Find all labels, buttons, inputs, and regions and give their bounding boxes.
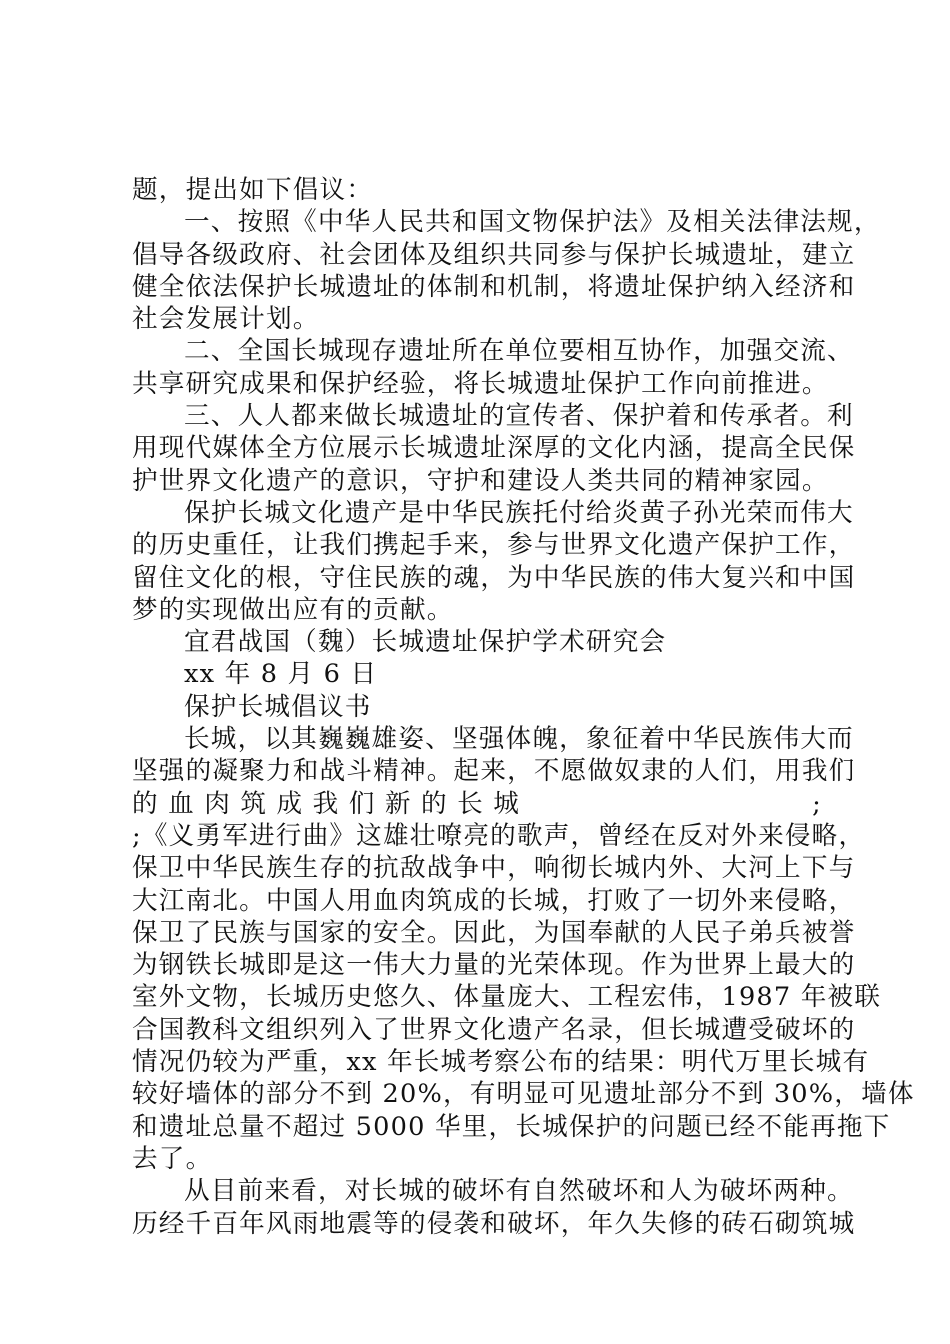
text-line: 留住文化的根，守住民族的魂，为中华民族的伟大复兴和中国 [132, 562, 856, 593]
text-line: 倡导各级政府、社会团体及组织共同参与保护长城遗址，建立 [132, 239, 856, 270]
text-line: 合国教科文组织列入了世界文化遗产名录，但长城遭受破坏的 [132, 1014, 856, 1045]
text-line: 题，提出如下倡议： [132, 175, 374, 205]
text-line: 一、按照《中华人民共和国文物保护法》及相关法律法规， [184, 207, 881, 238]
text-line: 保护长城倡议书 [184, 691, 372, 722]
text-line: 社会发展计划。 [132, 304, 320, 335]
spread-line-left: 的 血 肉 筑 成 我 们 新 的 长 城 [132, 788, 521, 819]
text-line: 室外文物，长城历史悠久、体量庞大、工程宏伟，1987 年被联 [132, 982, 882, 1013]
text-line: 坚强的凝聚力和战斗精神。起来，不愿做奴隶的人们，用我们 [132, 756, 856, 787]
text-line: 用现代媒体全方位展示长城遗址深厚的文化内涵，提高全民保 [132, 433, 856, 464]
text-line: 较好墙体的部分不到 20%，有明显可见遗址部分不到 30%，墙体 [132, 1079, 915, 1110]
text-line: 二、全国长城现存遗址所在单位要相互协作，加强交流、 [184, 336, 854, 367]
text-line [132, 788, 822, 820]
text-line: 和遗址总量不超过 5000 华里，长城保护的问题已经不能再拖下 [132, 1111, 891, 1142]
text-line: 三、人人都来做长城遗址的宣传者、保护着和传承者。利 [184, 401, 854, 432]
text-line: 情况仍较为严重，xx 年长城考察公布的结果：明代万里长城有 [132, 1047, 870, 1078]
document-body [132, 174, 915, 1240]
text-line: 保护长城文化遗产是中华民族托付给炎黄子孙光荣而伟大 [184, 497, 854, 528]
text-line: 为钢铁长城即是这一伟大力量的光荣体现。作为世界上最大的 [132, 950, 856, 981]
spread-line-right: ; [812, 788, 822, 819]
text-line: 的历史重任，让我们携起手来，参与世界文化遗产保护工作， [132, 530, 856, 561]
text-line: 去了。 [132, 1143, 213, 1174]
text-line: 共享研究成果和保护经验，将长城遗址保护工作向前推进。 [132, 368, 829, 399]
text-line: 从目前来看，对长城的破坏有自然破坏和人为破坏两种。 [184, 1176, 854, 1207]
text-line: 保卫中华民族生存的抗敌战争中，响彻长城内外、大河上下与 [132, 853, 856, 884]
text-line: 健全依法保护长城遗址的体制和机制，将遗址保护纳入经济和 [132, 271, 856, 302]
text-line: 梦的实现做出应有的贡献。 [132, 594, 454, 625]
text-line: 宜君战国（魏）长城遗址保护学术研究会 [184, 627, 667, 658]
text-line: 长城，以其巍巍雄姿、坚强体魄，象征着中华民族伟大而 [184, 724, 854, 755]
text-line: 护世界文化遗产的意识，守护和建设人类共同的精神家园。 [132, 465, 829, 496]
text-line: ;《义勇军进行曲》这雄壮嘹亮的歌声，曾经在反对外来侵略， [132, 820, 866, 851]
text-line: xx 年 8 月 6 日 [184, 659, 378, 690]
text-line: 历经千百年风雨地震等的侵袭和破坏，年久失修的砖石砌筑城 [132, 1208, 856, 1239]
text-line: 保卫了民族与国家的安全。因此，为国奉献的人民子弟兵被誉 [132, 917, 856, 948]
text-line: 大江南北。中国人用血肉筑成的长城，打败了一切外来侵略， [132, 885, 856, 916]
